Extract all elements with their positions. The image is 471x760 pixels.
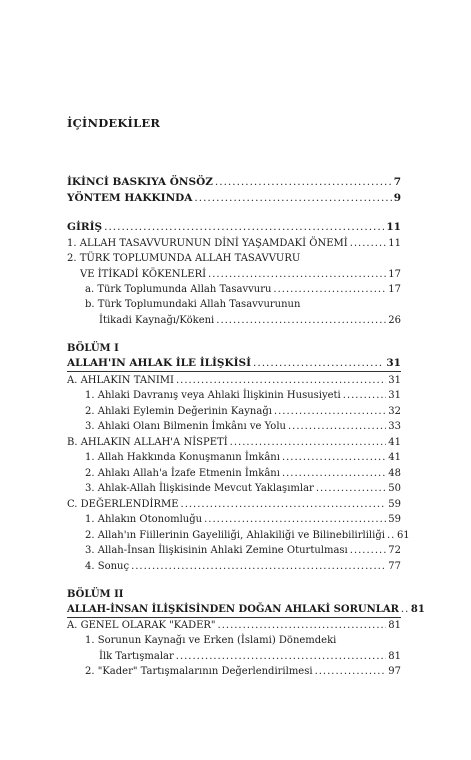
- toc-entry-part1-b[interactable]: [67, 436, 401, 449]
- toc-entry-part1-a[interactable]: [67, 374, 401, 387]
- toc-leader: [282, 467, 386, 480]
- toc-entry-intro-2a[interactable]: [85, 283, 401, 296]
- part2-label: BÖLÜM II: [67, 589, 124, 600]
- toc-entry-page: 33: [388, 421, 401, 432]
- toc-entry-page: 41: [388, 452, 401, 463]
- toc-entry-page: 31: [388, 390, 401, 401]
- toc-entry-title: 4. Sonuç: [85, 561, 130, 572]
- toc-entry-part2-a2[interactable]: [85, 665, 401, 678]
- toc-entry-page: 72: [388, 545, 401, 556]
- toc-entry-title: 1. Ahlaki Davranış veya Ahlaki İlişkinin Hususiyeti: [85, 390, 341, 401]
- toc-entry-part2-title[interactable]: [67, 603, 425, 618]
- toc-leader: [230, 436, 387, 449]
- toc-entry-part1-c[interactable]: [67, 498, 401, 511]
- toc-leader: [131, 560, 386, 573]
- toc-entry-part1-a3[interactable]: [85, 420, 401, 433]
- toc-leader: [274, 405, 386, 418]
- toc-entry-page: 59: [388, 499, 401, 510]
- toc-entry-part1-c4[interactable]: [85, 560, 401, 573]
- toc-entry-page: 31: [388, 375, 401, 386]
- toc-entry-part2-a1[interactable]: [99, 650, 401, 663]
- toc-entry-title: 3. Allah-İnsan İlişkisinin Ahlaki Zemine Oturtulması: [85, 545, 348, 556]
- toc-entry-title: İKİNCİ BASKIYA ÖNSÖZ: [67, 176, 213, 188]
- toc-leader: [104, 221, 384, 234]
- toc-entry-title: 2. "Kader" Tartışmalarının Değerlendirilmesi: [85, 666, 313, 677]
- toc-entry-title: 1. ALLAH TASAVVURUNUN DİNİ YAŞAMDAKİ ÖNEMİ: [67, 238, 348, 249]
- toc-entry-title: a. Türk Toplumunda Allah Tasavvuru: [85, 284, 272, 295]
- toc-entry-part2-a1-line1: 1. Sorunun Kaynağı ve Erken (İslami) Dönemdeki: [85, 635, 337, 646]
- toc-entry-page: 32: [388, 406, 401, 417]
- toc-leader: [315, 665, 387, 678]
- toc-leader: [181, 498, 387, 511]
- toc-leader: [401, 603, 409, 616]
- toc-entry-page: 9: [393, 192, 401, 204]
- toc-leader: [218, 619, 387, 632]
- toc-leader: [176, 374, 386, 387]
- toc-entry-page: 11: [386, 221, 401, 233]
- toc-entry-title: A. AHLAKIN TANIMI: [67, 375, 174, 386]
- toc-entry-page: 81: [388, 651, 401, 662]
- toc-entry-page: 50: [388, 483, 401, 494]
- toc-leader: [316, 482, 386, 495]
- toc-leader: [253, 357, 384, 370]
- toc-entry-title: ALLAH'IN AHLAK İLE İLİŞKİSİ: [67, 357, 252, 369]
- toc-entry-title: C. DEĞERLENDİRME: [67, 499, 179, 510]
- toc-leader: [208, 268, 386, 281]
- toc-entry-page: 48: [388, 468, 401, 479]
- toc-entry-title: 3. Ahlaki Olanı Bilmenin İmkânı ve Yolu: [85, 421, 286, 432]
- toc-entry-part1-b2[interactable]: [85, 467, 401, 480]
- toc-entry-page: 81: [410, 604, 425, 615]
- toc-entry-title: 1. Allah Hakkında Konuşmanın İmkânı: [85, 452, 280, 463]
- toc-entry-yontem[interactable]: [67, 192, 401, 205]
- toc-entry-title: B. AHLAKIN ALLAH'A NİSPETİ: [67, 437, 228, 448]
- toc-entry-intro-2-line1: 2. TÜRK TOPLUMUNDA ALLAH TASAVVURU: [67, 253, 301, 264]
- toc-entry-page: 41: [388, 437, 401, 448]
- toc-leader: [387, 529, 395, 542]
- toc-entry-title: ALLAH-İNSAN İLİŞKİSİNDEN DOĞAN AHLAKİ SORUNLAR: [67, 604, 399, 615]
- toc-leader: [343, 389, 387, 402]
- toc-entry-part1-c1[interactable]: [85, 513, 401, 526]
- toc-entry-page: 17: [388, 269, 401, 280]
- toc-entry-page: 81: [388, 620, 401, 631]
- toc-entry-part1-b3[interactable]: [85, 482, 401, 495]
- toc-entry-part1-title[interactable]: [67, 357, 401, 372]
- toc-entry-part2-a[interactable]: [67, 619, 401, 632]
- toc-entry-title: İlk Tartışmalar: [99, 651, 174, 662]
- toc-heading: İÇİNDEKİLER: [67, 116, 161, 130]
- toc-entry-title: GİRİŞ: [67, 221, 103, 233]
- toc-entry-onsoz[interactable]: [67, 176, 401, 189]
- toc-entry-title: YÖNTEM HAKKINDA: [67, 192, 193, 204]
- toc-leader: [282, 451, 386, 464]
- toc-entry-title: 2. Ahlaki Eylemin Değerinin Kaynağı: [85, 406, 272, 417]
- toc-entry-title: 3. Ahlak-Allah İlişkisinde Mevcut Yaklaşımlar: [85, 483, 314, 494]
- toc-entry-part1-c3[interactable]: [85, 544, 401, 557]
- toc-leader: [350, 544, 387, 557]
- toc-entry-part1-a2[interactable]: [85, 405, 401, 418]
- toc-entry-intro-2b[interactable]: [99, 314, 401, 327]
- toc-leader: [273, 283, 386, 296]
- toc-leader: [176, 650, 387, 663]
- toc-entry-title: A. GENEL OLARAK "KADER": [67, 620, 216, 631]
- toc-entry-page: 77: [388, 561, 401, 572]
- toc-entry-part1-b1[interactable]: [85, 451, 401, 464]
- part1-label: BÖLÜM I: [67, 343, 119, 354]
- toc-entry-title: 2. Allah'ın Fiillerinin Gayeliliği, Ahlakiliği ve Bilinebilirliliği: [85, 530, 385, 541]
- toc-entry-page: 97: [388, 666, 401, 677]
- toc-entry-title: 1. Ahlakın Otonomluğu: [85, 514, 203, 525]
- toc-entry-title: 2. Ahlakı Allah'a İzafe Etmenin İmkânı: [85, 468, 280, 479]
- toc-entry-intro-1[interactable]: [67, 237, 401, 250]
- toc-entry-page: 7: [393, 176, 401, 188]
- toc-entry-part1-a1[interactable]: [85, 389, 401, 402]
- toc-leader: [204, 513, 386, 526]
- toc-entry-page: 17: [388, 284, 401, 295]
- toc-leader: [288, 420, 386, 433]
- toc-entry-intro-2b-line1: b. Türk Toplumundaki Allah Tasavvurunun: [85, 299, 301, 310]
- toc-entry-page: 26: [388, 315, 401, 326]
- toc-entry-title: İtikadi Kaynağı/Kökeni: [99, 315, 215, 326]
- toc-entry-part1-c2[interactable]: [85, 529, 410, 542]
- toc-entry-title: VE İTİKADİ KÖKENLERİ: [80, 269, 207, 280]
- toc-entry-page: 59: [388, 514, 401, 525]
- toc-entry-page: 31: [386, 357, 401, 369]
- toc-leader: [194, 192, 391, 205]
- toc-entry-intro-2[interactable]: [80, 268, 401, 281]
- toc-entry-giris[interactable]: [67, 221, 401, 234]
- toc-leader: [215, 176, 392, 189]
- toc-entry-page: 11: [388, 238, 401, 249]
- toc-leader: [350, 237, 387, 250]
- toc-leader: [216, 314, 386, 327]
- toc-entry-page: 61: [396, 530, 410, 541]
